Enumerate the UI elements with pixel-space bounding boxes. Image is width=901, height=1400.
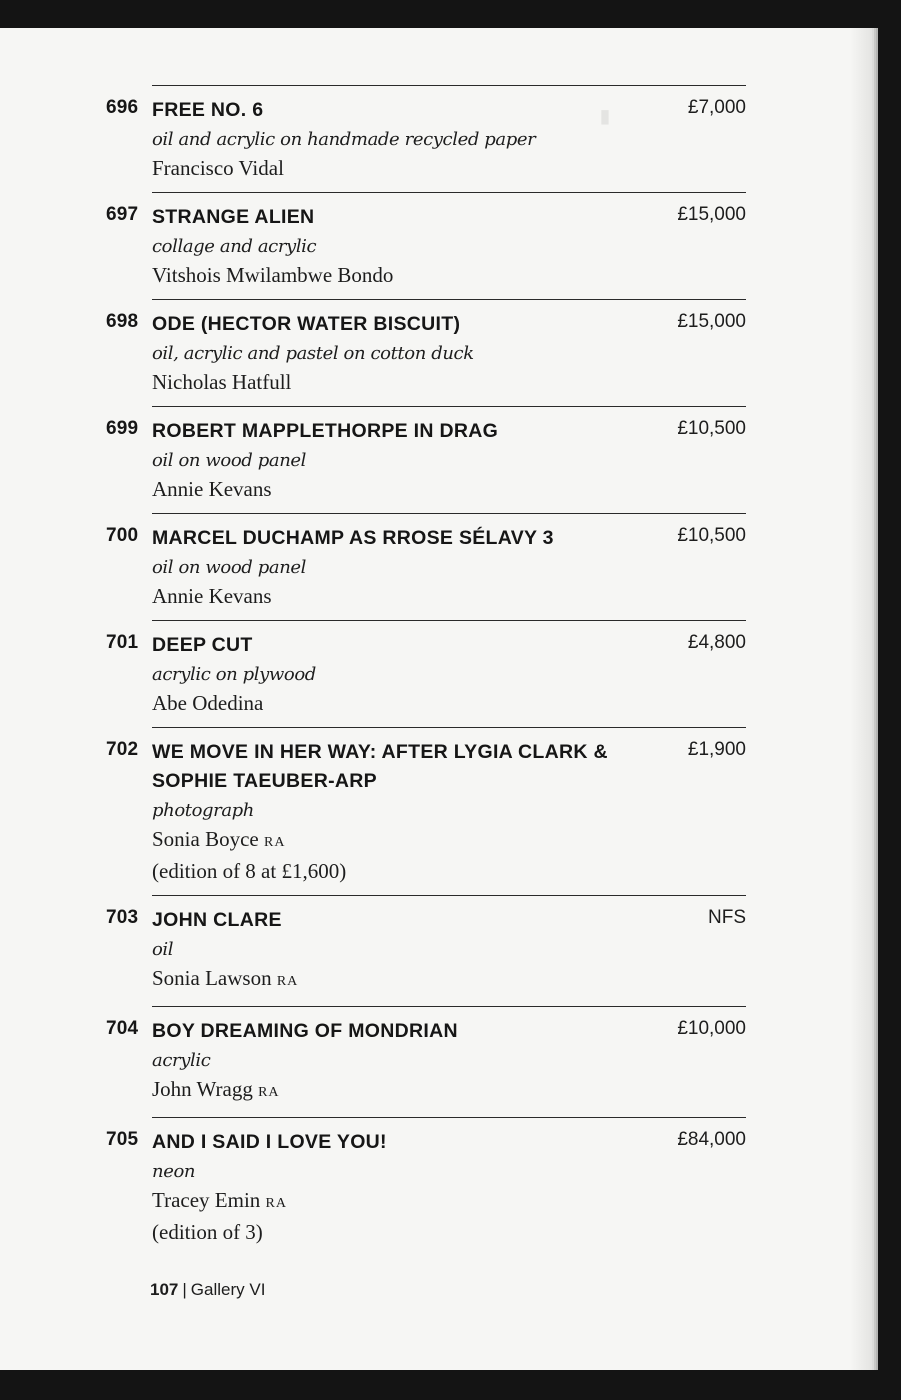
catalogue-entry [106,1006,746,1117]
catalogue-entry [106,895,746,1006]
entry-title: FREE NO. 6 [152,99,264,121]
entry-artist: Francisco Vidal [152,156,284,180]
entry-artist-line [152,475,746,503]
entry-title: AND I SAID I LOVE YOU! [152,1131,387,1153]
entry-title: DEEP CUT [152,634,253,656]
page-number: 107 [150,1280,179,1299]
entry-title: ODE (HECTOR WATER BISCUIT) [152,313,461,335]
entry-list [0,85,872,1256]
entry-medium: photograph [152,800,254,821]
entry-medium: collage and acrylic [152,236,317,257]
entry-price: £10,000 [677,1018,746,1039]
entry-number: 701 [106,632,139,653]
entry-ra-suffix: RA [265,1196,287,1211]
entry-number: 700 [106,525,139,546]
catalogue-entry [106,1117,746,1256]
catalogue-entry [106,85,746,192]
entry-artist-line [152,154,746,182]
catalogue-entry [106,513,746,620]
entry-price: £4,800 [687,632,746,653]
entry-title: BOY DREAMING OF MONDRIAN [152,1020,458,1042]
entry-medium: oil [152,939,174,960]
entry-medium: neon [152,1161,196,1182]
entry-number: 696 [106,97,139,118]
entry-medium: acrylic [152,1050,211,1071]
entry-medium: oil on wood panel [152,557,307,578]
entry-number: 702 [106,739,139,760]
entry-artist: Nicholas Hatfull [152,370,292,394]
entry-edition: (edition of 8 at £1,600) [152,859,347,883]
entry-title: STRANGE ALIEN [152,206,315,228]
entry-medium: oil and acrylic on handmade recycled paper [152,129,536,150]
section-name: Gallery VI [190,1280,266,1299]
entry-number: 705 [106,1129,139,1150]
page-footer [150,1280,265,1300]
entry-artist-line [152,368,746,396]
entry-medium: oil, acrylic and pastel on cotton duck [152,343,474,364]
entry-ra-suffix: RA [276,974,299,989]
entry-artist-line [152,964,746,996]
entry-artist: Sonia Lawson [152,966,272,990]
catalogue-entry [106,727,746,895]
entry-price: £7,000 [687,97,746,118]
entry-price: £10,500 [677,525,746,546]
entry-title: ROBERT MAPPLETHORPE IN DRAG [152,420,499,442]
entry-number: 703 [106,907,139,928]
entry-edition: (edition of 3) [152,1220,263,1244]
entry-artist-line [152,825,746,857]
entry-ra-suffix: RA [263,835,286,850]
entry-medium: oil on wood panel [152,450,307,471]
entry-number: 704 [106,1018,139,1039]
entry-artist-line [152,1186,746,1218]
entry-artist: Abe Odedina [152,691,264,715]
footer-separator: | [182,1280,187,1299]
entry-artist: Sonia Boyce [152,827,259,851]
entry-price: £10,500 [677,418,746,439]
entry-title: MARCEL DUCHAMP AS RROSE SÉLAVY 3 [152,527,554,549]
entry-price: £1,900 [687,739,746,760]
entry-artist: Annie Kevans [152,584,272,608]
entry-price: £15,000 [677,204,746,225]
entry-price: £84,000 [677,1129,746,1150]
entry-number: 697 [106,204,139,225]
entry-artist-line [152,582,746,610]
entry-artist: John Wragg [152,1077,253,1101]
entry-artist-line [152,261,746,289]
catalogue-entry [106,299,746,406]
entry-artist: Annie Kevans [152,477,272,501]
entry-artist: Tracey Emin [152,1188,261,1212]
entry-artist-line [152,1075,746,1107]
entry-number: 698 [106,311,139,332]
catalogue-entry [106,192,746,299]
entry-medium: acrylic on plywood [152,664,316,685]
entry-title: JOHN CLARE [152,909,282,931]
catalogue-page [0,28,872,1370]
entry-artist-line [152,689,746,717]
entry-ra-suffix: RA [258,1085,280,1100]
entry-title: WE MOVE IN HER WAY: AFTER LYGIA CLARK & SOPHIE TAEUBER-ARP [152,741,608,792]
entry-price: NFS [708,907,746,928]
entry-number: 699 [106,418,139,439]
entry-artist: Vitshois Mwilambwe Bondo [152,263,394,287]
catalogue-entry [106,406,746,513]
entry-price: £15,000 [677,311,746,332]
show-through: ▮ [600,106,610,126]
catalogue-entry [106,620,746,727]
